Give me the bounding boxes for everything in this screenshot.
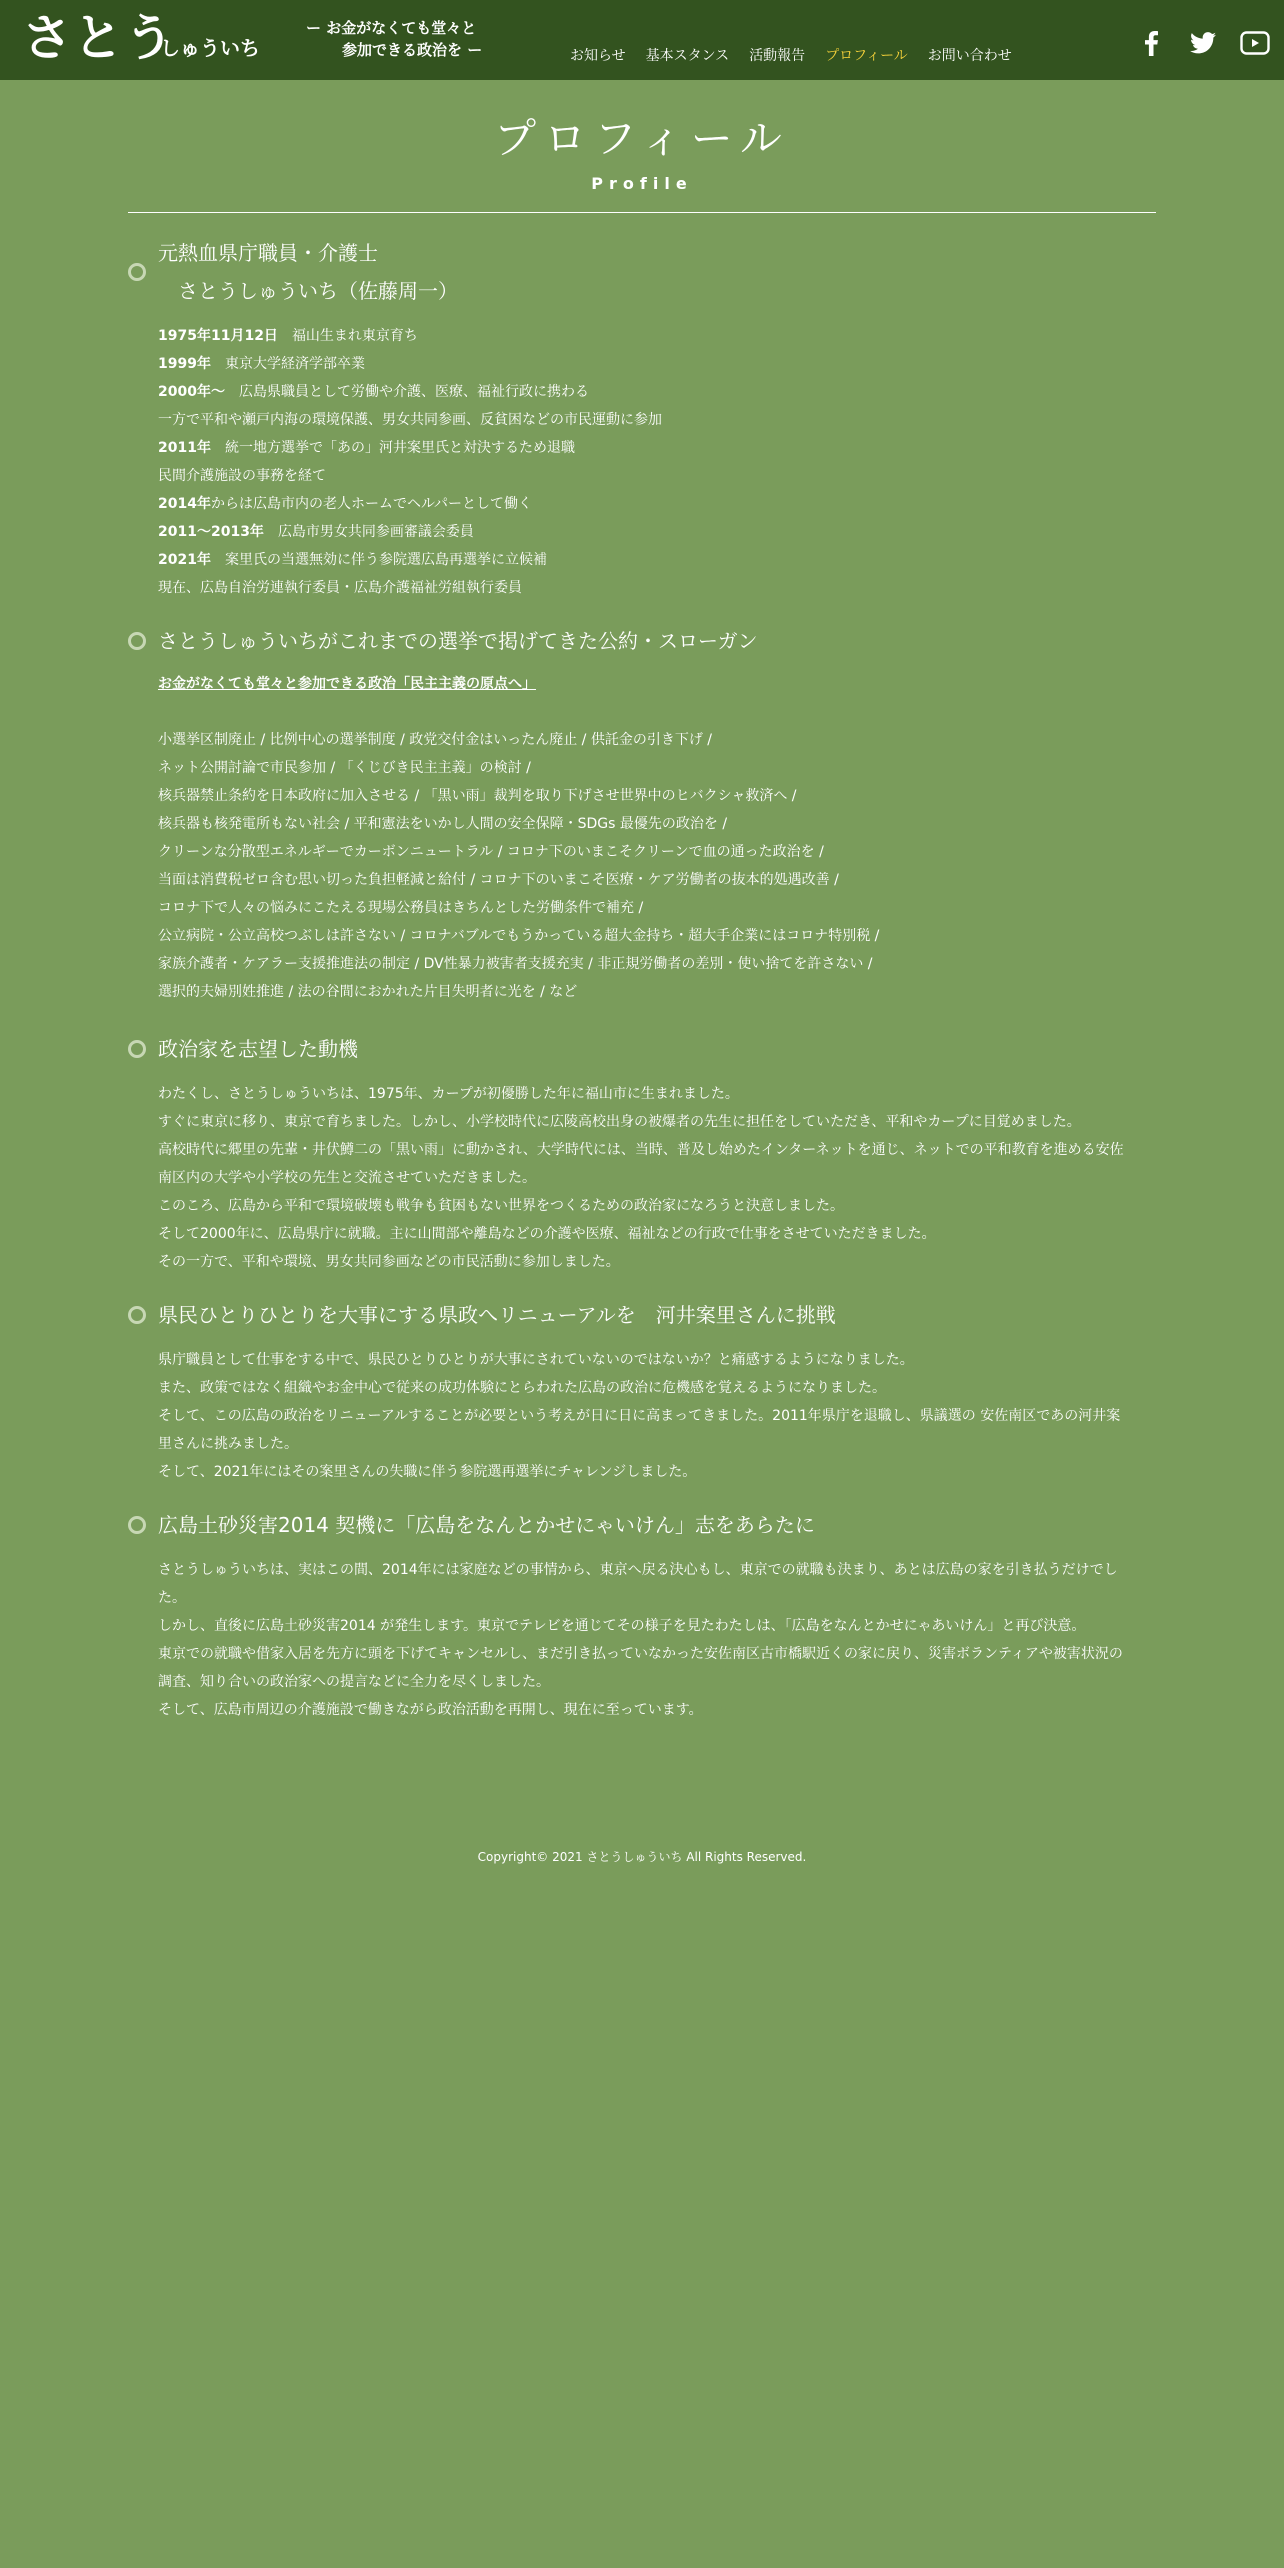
timeline-text: 案里氏の当選無効に伴う参院選広島再選挙に立候補 (224, 552, 547, 568)
paragraph-line: そして2000年に、広島県庁に就職。主に山間部や離島などの介護や医療、福祉などの行政で仕事をさせていただきました。 (158, 1226, 936, 1242)
paragraph-line: そして、この広島の政治をリニューアルすることが必要という考えが日に日に高まってきました。2011年県庁を退職し、県議選の 安佐南区であの河井案 (158, 1408, 1121, 1424)
section-header (128, 1034, 1156, 1064)
paragraph-line: た。 (158, 1590, 186, 1606)
timeline-item (158, 434, 1156, 462)
logo-slogan-line2: 参加できる政治を ー (342, 41, 483, 59)
circle-bullet-icon (128, 1306, 146, 1324)
pledge-line: 核兵器も核発電所もない社会 / 平和憲法をいかし人間の安全保障・SDGs 最優先の政治を / (158, 816, 728, 832)
timeline-item (158, 518, 1156, 546)
section-header (128, 626, 1156, 656)
challenge-body (128, 1346, 1156, 1486)
timeline-item (158, 546, 1156, 574)
circle-bullet-icon (128, 632, 146, 650)
pledge-line: ネット公開討論で市民参加 / 「くじびき民主主義」の検討 / (158, 760, 531, 776)
timeline-date: 2021年 (158, 552, 211, 568)
paragraph-line: 高校時代に郷里の先輩・井伏鱒二の「黒い雨」に動かされ、大学時代には、当時、普及し始めたインターネットを通じ、ネットでの平和教育を進める安佐 (158, 1142, 1124, 1158)
nav-activity[interactable]: 活動報告 (749, 48, 806, 64)
timeline-item (158, 378, 1156, 406)
paragraph-line: 東京での就職や借家入居を先方に頭を下げてキャンセルし、まだ引き払っていなかった安佐南区古市橋駅近くの家に戻り、災害ボランティアや被害状況の (158, 1646, 1123, 1662)
twitter-icon[interactable] (1188, 28, 1218, 58)
timeline-text: 現在、広島自治労連執行委員・広島介護福祉労組執行委員 (158, 580, 522, 596)
section-title: さとうしゅういちがこれまでの選挙で掲げてきた公約・スローガン (158, 629, 758, 653)
section-pledges (128, 626, 1156, 1006)
timeline-date: 2011～2013年 (158, 524, 264, 540)
nav-stance[interactable]: 基本スタンス (645, 48, 730, 64)
youtube-icon[interactable] (1240, 28, 1270, 58)
timeline-text: 福山生まれ東京育ち (291, 328, 418, 344)
section-title: 県民ひとりひとりを大事にする県政へリニューアルを 河井案里さんに挑戦 (158, 1303, 836, 1327)
circle-bullet-icon (128, 263, 146, 281)
timeline-date: 1975年11月12日 (158, 328, 278, 344)
timeline-item (158, 574, 1156, 602)
logo-sub-text: しゅういち (160, 36, 260, 60)
logo-slogan-line1: ー お金がなくても堂々と (306, 19, 477, 37)
section-header (128, 238, 1156, 306)
section-challenge (128, 1300, 1156, 1486)
page-title: プロフィール (494, 114, 790, 163)
timeline-text: 広島市男女共同参画審議会委員 (277, 524, 474, 540)
pledge-line: 当面は消費税ゼロ含む思い切った負担軽減と給付 / コロナ下のいまこそ医療・ケア労働者の抜本的処遇改善 / (158, 872, 839, 888)
page-title-block (0, 110, 1284, 193)
timeline-date: 1999年 (158, 356, 211, 372)
section-title: 政治家を志望した動機 (158, 1037, 358, 1061)
pledge-slogan: お金がなくても堂々と参加できる政治「民主主義の原点へ」 (158, 676, 536, 692)
timeline-text: からは広島市内の老人ホームでヘルパーとして働く (210, 496, 532, 512)
paragraph-line: このころ、広島から平和で環境破壊も戦争も貧困もない世界をつくるための政治家になろうと決意しました。 (158, 1198, 844, 1214)
pledge-line: コロナ下で人々の悩みにこたえる現場公務員はきちんとした労働条件で補充 / (158, 900, 644, 916)
social-links (1136, 28, 1270, 58)
paragraph-line: また、政策ではなく組織やお金中心で従来の成功体験にとらわれた広島の政治に危機感を覚えるようになりました。 (158, 1380, 886, 1396)
pledge-line: クリーンな分散型エネルギーでカーボンニュートラル / コロナ下のいまこそクリーンで血の通った政治を / (158, 844, 824, 860)
paragraph-line: さとうしゅういちは、実はこの間、2014年には家庭などの事情から、東京へ戻る決心もし、東京での就職も決まり、あとは広島の家を引き払うだけでし (158, 1562, 1118, 1578)
timeline-item (158, 350, 1156, 378)
candidate-name: さとうしゅういち（佐藤周一） (178, 279, 458, 303)
section-header (128, 1510, 1156, 1540)
site-logo[interactable] (22, 8, 502, 72)
paragraph-line: 里さんに挑みました。 (158, 1436, 298, 1452)
pledge-line: 小選挙区制廃止 / 比例中心の選挙制度 / 政党交付金はいったん廃止 / 供託金の引き下げ / (158, 732, 713, 748)
motivation-body (128, 1080, 1156, 1276)
timeline-item (158, 322, 1156, 350)
site-header (0, 0, 1284, 80)
pledges-body (128, 670, 1156, 1006)
paragraph-line: そして、2021年にはその案里さんの失職に伴う参院選再選挙にチャレンジしました。 (158, 1464, 697, 1480)
page-subtitle: Profile (591, 174, 693, 193)
facebook-icon[interactable] (1136, 28, 1166, 58)
paragraph-line: すぐに東京に移り、東京で育ちました。しかし、小学校時代に広陵高校出身の被爆者の先生に担任をしていただき、平和やカープに目覚めました。 (158, 1114, 1081, 1130)
pledge-line: 核兵器禁止条約を日本政府に加入させる / 「黒い雨」裁判を取り下げさせ世界中のヒバクシャ救済へ / (158, 788, 797, 804)
paragraph-line: 調査、知り合いの政治家への提言などに全力を尽くしました。 (158, 1674, 550, 1690)
timeline-item (158, 406, 1156, 434)
circle-bullet-icon (128, 1040, 146, 1058)
logo-main-text: さとう (22, 9, 175, 67)
section-disaster (128, 1510, 1156, 1724)
paragraph-line: 南区内の大学や小学校の先生と交流させていただきました。 (158, 1170, 536, 1186)
section-career (128, 238, 1156, 602)
timeline-text: 東京大学経済学部卒業 (224, 356, 365, 372)
paragraph-line: そして、広島市周辺の介護施設で働きながら政治活動を再開し、現在に至っています。 (158, 1702, 703, 1718)
timeline-date: 2014年 (158, 496, 211, 512)
timeline-text: 一方で平和や瀬戸内海の環境保護、男女共同参画、反貧困などの市民運動に参加 (158, 412, 662, 428)
career-timeline (128, 322, 1156, 602)
circle-bullet-icon (128, 1516, 146, 1534)
paragraph-line: その一方で、平和や環境、男女共同参画などの市民活動に参加しました。 (158, 1254, 620, 1270)
timeline-item (158, 490, 1156, 518)
nav-profile[interactable]: プロフィール (825, 48, 908, 64)
section-title: 元熱血県庁職員・介護士 (158, 241, 378, 265)
disaster-body (128, 1556, 1156, 1724)
pledge-line: 家族介護者・ケアラー支援推進法の制定 / DV性暴力被害者支援充実 / 非正規労働者の差別・使い捨てを許さない / (158, 956, 873, 972)
timeline-date: 2000年～ (158, 384, 225, 400)
nav-contact[interactable]: お問い合わせ (927, 48, 1012, 64)
paragraph-line: 県庁職員として仕事をする中で、県民ひとりひとりが大事にされていないのではないか？と痛感するようになりました。 (158, 1352, 914, 1368)
main-nav (570, 45, 1012, 65)
pledge-line: 公立病院・公立高校つぶしは許さない / コロナバブルでもうかっている超大金持ち・超大手企業にはコロナ特別税 / (158, 928, 880, 944)
timeline-text: 統一地方選挙で「あの」河井案里氏と対決するため退職 (224, 440, 575, 456)
section-header (128, 1300, 1156, 1330)
timeline-text: 広島県職員として労働や介護、医療、福祉行政に携わる (238, 384, 589, 400)
timeline-date: 2011年 (158, 440, 211, 456)
nav-news[interactable]: お知らせ (570, 48, 626, 64)
copyright-footer: Copyright© 2021 さとうしゅういち All Rights Reserved. (477, 1850, 807, 1864)
timeline-text: 民間介護施設の事務を経て (158, 468, 326, 484)
section-motivation (128, 1034, 1156, 1276)
timeline-item (158, 462, 1156, 490)
paragraph-line: わたくし、さとうしゅういちは、1975年、カープが初優勝した年に福山市に生まれました。 (158, 1086, 739, 1102)
section-title: 広島土砂災害2014 契機に「広島をなんとかせにゃいけん」志をあらたに (158, 1513, 815, 1537)
paragraph-line: しかし、直後に広島土砂災害2014 が発生します。東京でテレビを通じてその様子を見たわたしは、「広島をなんとかせにゃあいけん」と再び決意。 (158, 1618, 1086, 1634)
pledge-line: 選択的夫婦別姓推進 / 法の谷間におかれた片目失明者に光を / など (158, 984, 578, 1000)
title-divider (128, 212, 1156, 213)
